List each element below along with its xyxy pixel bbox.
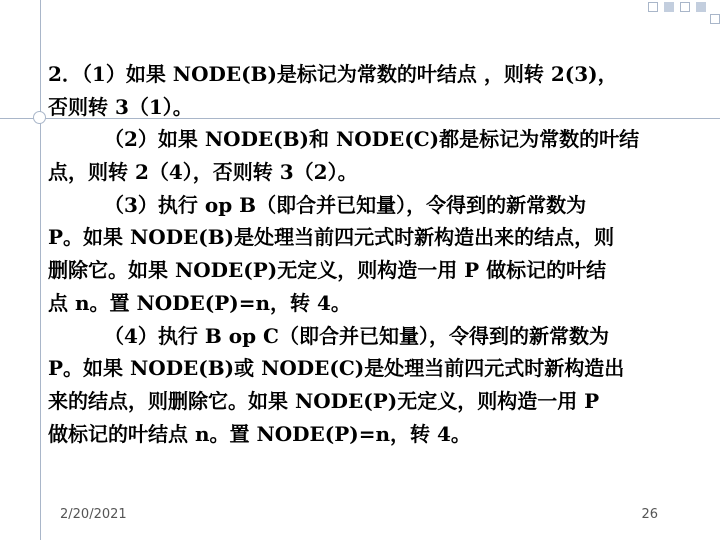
body-line: 做标记的叶结点 n。置 NODE(P)=n，转 4。 [48,421,471,446]
footer-date: 2/20/2021 [60,507,127,522]
corner-square [696,2,706,12]
slide-page-number: 26 [641,507,658,522]
corner-square [680,2,690,12]
body-line: （4）执行 B op C（即合并已知量），令得到的新常数为 [104,323,609,348]
body-line: 删除它。如果 NODE(P)无定义，则构造一用 P 做标记的叶结 [48,258,607,283]
body-line: 否则转 3（1）。 [48,94,193,119]
corner-square [664,2,674,12]
frame-vertical-line [40,0,41,540]
corner-squares-ornament [640,0,720,30]
body-line: 点，则转 2（4），否则转 3（2）。 [48,160,358,185]
frame-ring-ornament [33,111,46,124]
body-line: P。如果 NODE(B)是处理当前四元式时新构造出来的结点，则 [48,225,615,250]
corner-square [710,14,720,24]
body-line: （3）执行 op B（即合并已知量），令得到的新常数为 [104,192,587,217]
body-line: P。如果 NODE(B)或 NODE(C)是处理当前四元式时新构造出 [48,356,625,381]
slide-body-text [48,58,678,450]
corner-square [648,2,658,12]
body-line: 来的结点，则删除它。如果 NODE(P)无定义，则构造一用 P [48,388,600,413]
body-line: （2）如果 NODE(B)和 NODE(C)都是标记为常数的叶结 [104,127,640,152]
body-line: 2．（1）如果 NODE(B)是标记为常数的叶结点 ，则转 2(3)， [48,62,618,86]
body-line: 点 n。置 NODE(P)=n，转 4。 [48,290,351,315]
